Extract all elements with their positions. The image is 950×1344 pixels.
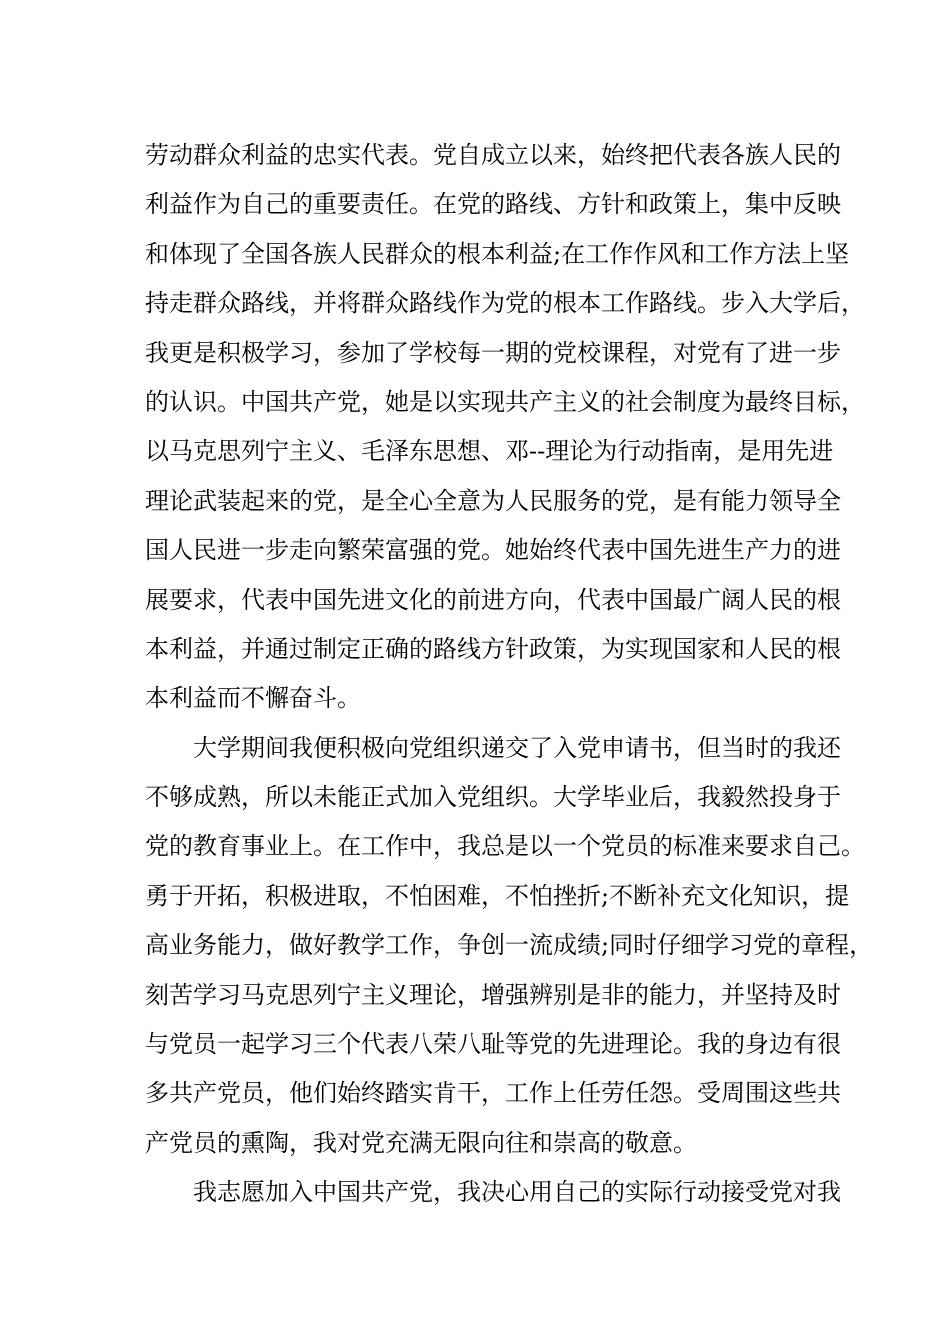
text-line: 本利益而不懈奋斗。 (145, 684, 361, 713)
text-line: 劳动群众利益的忠实代表。党自成立以来，始终把代表各族人民的 (145, 141, 841, 169)
document-body (145, 131, 874, 1218)
text-line: 展要求，代表中国先进文化的前进方向，代表中国最广阔人民的根 (145, 585, 841, 614)
text-line: 利益作为自己的重要责任。在党的路线、方针和政策上，集中反映 (145, 190, 841, 219)
paragraph-start-line: 大学期间我便积极向党组织递交了入党申请书，但当时的我还 (193, 733, 841, 762)
text-line: 以马克思列宁主义、毛泽东思想、邓--理论为行动指南，是用先进 (145, 437, 834, 466)
text-line: 勇于开拓，积极进取，不怕困难，不怕挫折;不断补充文化知识，提 (145, 881, 850, 910)
text-line: 产党员的熏陶，我对党充满无限向往和崇高的敬意。 (145, 1128, 697, 1157)
text-line: 与党员一起学习三个代表八荣八耻等党的先进理论。我的身边有很 (145, 1030, 841, 1059)
text-line: 理论武装起来的党，是全心全意为人民服务的党，是有能力领导全 (145, 486, 841, 515)
text-line: 党的教育事业上。在工作中，我总是以一个党员的标准来要求自己。 (145, 832, 865, 861)
text-line: 刻苦学习马克思列宁主义理论，增强辨别是非的能力，并坚持及时 (145, 980, 841, 1009)
text-line: 高业务能力，做好教学工作，争创一流成绩;同时仔细学习党的章程， (145, 931, 874, 960)
text-line: 和体现了全国各族人民群众的根本利益;在工作作风和工作方法上坚 (145, 239, 850, 268)
text-line: 我更是积极学习，参加了学校每一期的党校课程，对党有了进一步 (145, 338, 841, 367)
text-line: 持走群众路线，并将群众路线作为党的根本工作路线。步入大学后， (145, 289, 865, 318)
text-line: 的认识。中国共产党，她是以实现共产主义的社会制度为最终目标， (145, 387, 865, 416)
paragraph-start-line: 我志愿加入中国共产党，我决心用自己的实际行动接受党对我 (193, 1178, 841, 1207)
text-line: 不够成熟，所以未能正式加入党组织。大学毕业后，我毅然投身于 (145, 783, 841, 812)
text-line: 多共产党员，他们始终踏实肯干，工作上任劳任怨。受周围这些共 (145, 1079, 841, 1108)
text-line: 本利益，并通过制定正确的路线方针政策，为实现国家和人民的根 (145, 634, 841, 663)
text-line: 国人民进一步走向繁荣富强的党。她始终代表中国先进生产力的进 (145, 536, 841, 565)
